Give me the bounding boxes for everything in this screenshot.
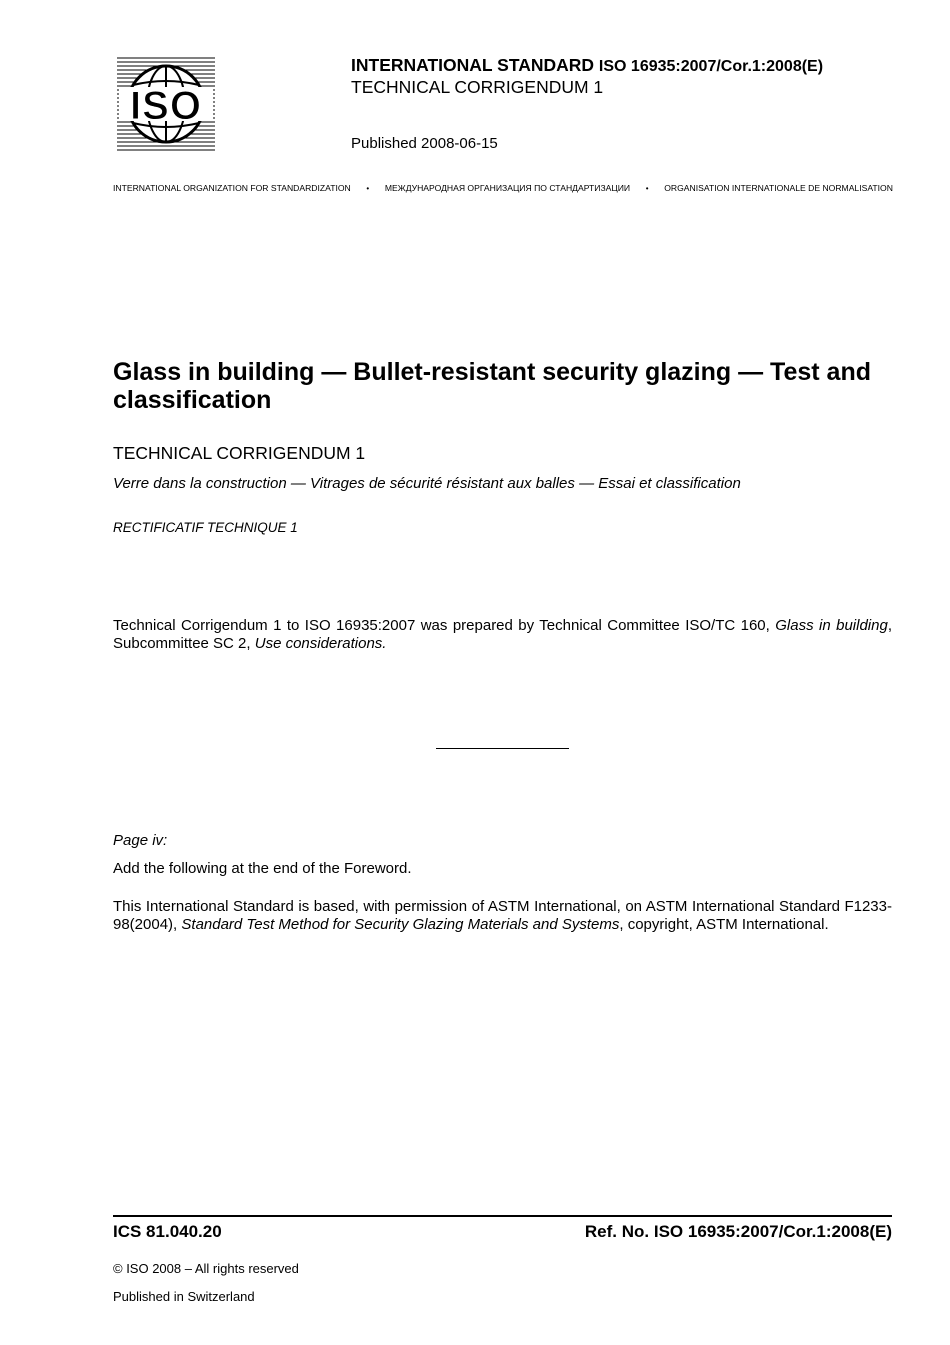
french-corrigendum-heading: RECTIFICATIF TECHNIQUE 1 bbox=[113, 520, 298, 535]
footer-rule bbox=[113, 1215, 892, 1217]
amendment-text: This International Standard is based, with permission of ASTM International, on ASTM International Standard F1233-98(2004), bbox=[113, 898, 892, 933]
header-corrigendum: TECHNICAL CORRIGENDUM 1 bbox=[351, 77, 604, 97]
published-date: Published 2008-06-15 bbox=[351, 135, 498, 152]
committee-title: Glass in building bbox=[775, 617, 888, 634]
bullet-separator: • bbox=[645, 183, 649, 193]
subcommittee-title: Use considerations. bbox=[254, 635, 387, 652]
ics-code: ICS 81.040.20 bbox=[113, 1222, 222, 1241]
french-title: Verre dans la construction — Vitrages de sécurité résistant aux balles — Essai et classification bbox=[113, 475, 741, 492]
copyright-notice: © ISO 2008 – All rights reserved bbox=[113, 1261, 299, 1276]
preparation-paragraph bbox=[113, 617, 892, 653]
amendment-instruction: Add the following at the end of the Foreword. bbox=[113, 860, 412, 877]
corrigendum-heading: TECHNICAL CORRIGENDUM 1 bbox=[113, 443, 366, 463]
preparation-text-middle: , Subcommittee SC 2, bbox=[113, 617, 892, 652]
astm-standard-title: Standard Test Method for Security Glazing Materials and Systems bbox=[181, 916, 620, 933]
document-title: Glass in building — Bullet-resistant security glazing — Test and classification bbox=[113, 358, 871, 414]
org-name-fr: ORGANISATION INTERNATIONALE DE NORMALISATION bbox=[664, 183, 893, 193]
section-divider bbox=[436, 748, 569, 749]
organization-names bbox=[113, 183, 893, 193]
bullet-separator: • bbox=[366, 183, 370, 193]
org-name-ru: МЕЖДУНАРОДНАЯ ОРГАНИЗАЦИЯ ПО СТАНДАРТИЗАЦИИ bbox=[384, 183, 631, 193]
iso-logo bbox=[117, 56, 215, 152]
amendment-text-suffix: , copyright, ASTM International. bbox=[619, 916, 829, 933]
preparation-text: Technical Corrigendum 1 to ISO 16935:2007 was prepared by Technical Committee ISO/TC 160, bbox=[113, 617, 776, 634]
published-in: Published in Switzerland bbox=[113, 1289, 255, 1304]
page-reference: Page iv: bbox=[113, 832, 168, 849]
org-name-en: INTERNATIONAL ORGANIZATION FOR STANDARDIZATION bbox=[113, 183, 351, 193]
reference-number: Ref. No. ISO 16935:2007/Cor.1:2008(E) bbox=[584, 1222, 892, 1241]
document-reference: ISO 16935:2007/Cor.1:2008(E) bbox=[598, 58, 824, 75]
logo-text: ISO bbox=[130, 84, 202, 128]
header-label: INTERNATIONAL STANDARD bbox=[351, 55, 595, 75]
document-header bbox=[351, 55, 823, 76]
amendment-paragraph bbox=[113, 898, 892, 934]
